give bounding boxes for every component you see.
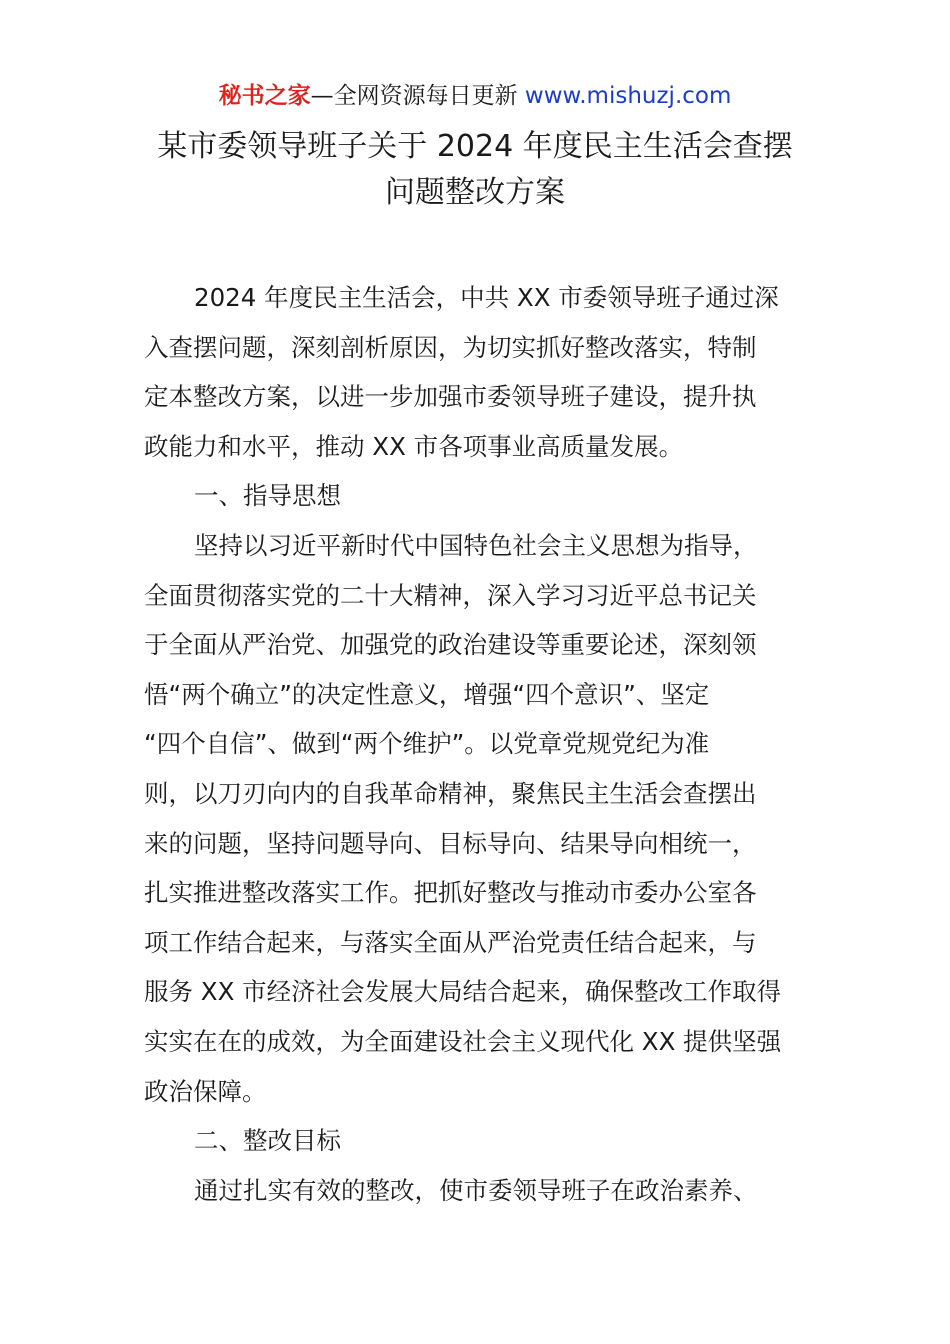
section-heading-guiding-thought: 一、指导思想: [194, 481, 341, 511]
paragraph-line: 全面贯彻落实党的二十大精神，深入学习习近平总书记关: [144, 580, 757, 610]
paragraph-line: 服务 XX 市经济社会发展大局结合起来，确保整改工作取得: [144, 977, 782, 1007]
paragraph-line: 来的问题，坚持问题导向、目标导向、结果导向相统一，: [144, 828, 757, 858]
paragraph-line: 于全面从严治党、加强党的政治建设等重要论述，深刻领: [144, 630, 757, 660]
site-header: [0, 80, 950, 112]
paragraph-line: 悟“两个确立”的决定性意义，增强“四个意识”、坚定: [144, 679, 710, 709]
paragraph-line: 通过扎实有效的整改，使市委领导班子在政治素养、: [194, 1175, 758, 1205]
paragraph-line: 政治保障。: [144, 1076, 267, 1106]
paragraph-line: 坚持以习近平新时代中国特色社会主义思想为指导，: [194, 530, 758, 560]
paragraph-line: 入查摆问题，深刻剖析原因，为切实抓好整改落实，特制: [144, 332, 757, 362]
section-heading-rectification-goals: 二、整改目标: [194, 1126, 341, 1156]
paragraph-line: 项工作结合起来，与落实全面从严治党责任结合起来，与: [144, 927, 757, 957]
title-line-2: 问题整改方案: [385, 175, 565, 210]
paragraph-line: 2024 年度民主生活会，中共 XX 市委领导班子通过深: [194, 283, 779, 312]
paragraph-line: 扎实推进整改落实工作。把抓好整改与推动市委办公室各: [144, 878, 757, 908]
title-line-1: 某市委领导班子关于 2024 年度民主生活会查摆: [157, 129, 793, 164]
document-title: [120, 124, 830, 216]
site-url-link[interactable]: www.mishuzj.com: [524, 83, 732, 109]
paragraph-line: “四个自信”、做到“两个维护”。以党章党规党纪为准: [144, 729, 710, 759]
paragraph-line: 定本整改方案，以进一步加强市委领导班子建设，提升执: [144, 382, 757, 412]
paragraph-line: 实实在在的成效，为全面建设社会主义现代化 XX 提供坚强: [144, 1026, 782, 1056]
paragraph-line: 政能力和水平，推动 XX 市各项事业高质量发展。: [144, 431, 684, 461]
header-tagline: —全网资源每日更新: [310, 83, 525, 109]
brand-name: 秘书之家: [218, 83, 311, 109]
document-body: [144, 273, 808, 1215]
paragraph-line: 则，以刀刃向内的自我革命精神，聚焦民主生活会查摆出: [144, 778, 757, 808]
